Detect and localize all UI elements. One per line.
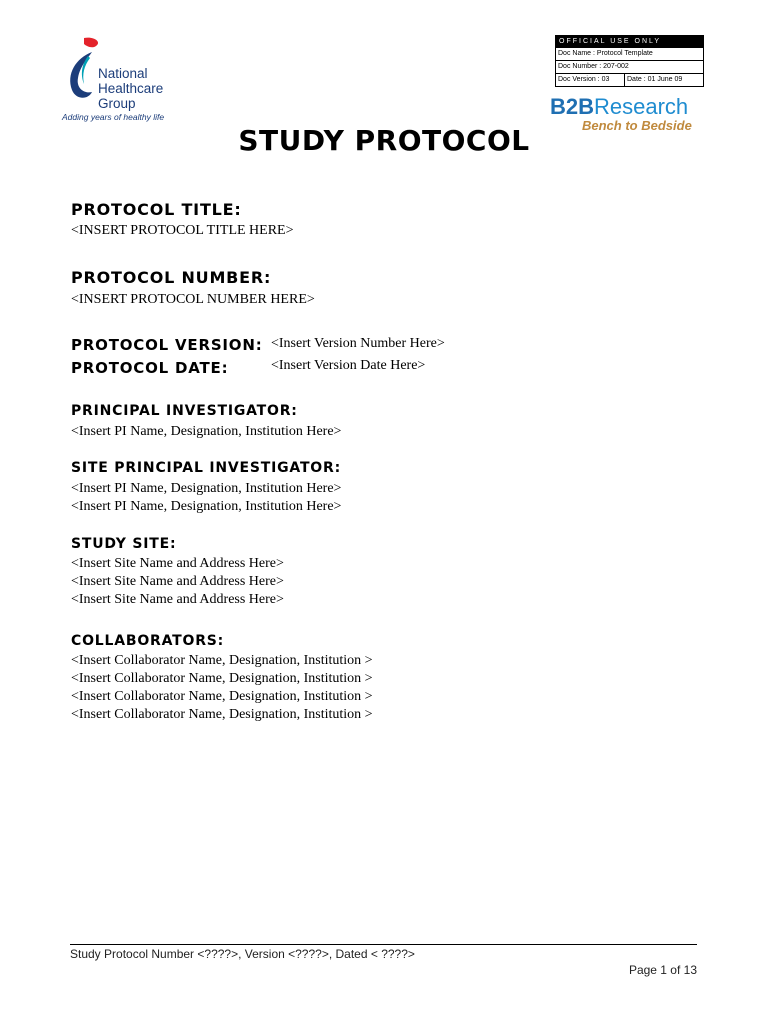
- official-use-header: OFFICIAL USE ONLY: [556, 36, 703, 47]
- study-site-heading: STUDY SITE:: [71, 536, 177, 552]
- study-site-line: <Insert Site Name and Address Here>: [71, 556, 284, 571]
- collaborator-line: <Insert Collaborator Name, Designation, Institution >: [71, 707, 373, 722]
- nhg-name-line: National: [98, 66, 148, 81]
- protocol-title-value: <INSERT PROTOCOL TITLE HERE>: [71, 223, 294, 238]
- page-title: STUDY PROTOCOL: [238, 124, 530, 157]
- collaborator-line: <Insert Collaborator Name, Designation, Institution >: [71, 671, 373, 686]
- nhg-name: [98, 66, 163, 111]
- nhg-name-line: Group: [98, 96, 136, 111]
- protocol-title-heading: PROTOCOL TITLE:: [71, 200, 242, 219]
- collaborator-line: <Insert Collaborator Name, Designation, Institution >: [71, 689, 373, 704]
- site-pi-line: <Insert PI Name, Designation, Institution Here>: [71, 481, 342, 496]
- collaborator-line: <Insert Collaborator Name, Designation, Institution >: [71, 653, 373, 668]
- protocol-version-heading: PROTOCOL VERSION:: [71, 336, 263, 354]
- footer-divider: [70, 944, 697, 945]
- study-site-line: <Insert Site Name and Address Here>: [71, 592, 284, 607]
- footer-text: Study Protocol Number <????>, Version <????>, Dated < ????>: [70, 947, 415, 961]
- doc-number: Doc Number : 207-002: [556, 60, 703, 73]
- study-site-line: <Insert Site Name and Address Here>: [71, 574, 284, 589]
- protocol-number-value: <INSERT PROTOCOL NUMBER HERE>: [71, 292, 315, 307]
- principal-investigator-line: <Insert PI Name, Designation, Institution Here>: [71, 424, 342, 439]
- nhg-logo: [58, 34, 174, 126]
- principal-investigator-heading: PRINCIPAL INVESTIGATOR:: [71, 403, 298, 419]
- b2b-brand-research: Research: [594, 94, 689, 119]
- doc-version-row: [556, 73, 703, 86]
- official-use-box: [555, 35, 704, 87]
- site-pi-heading: SITE PRINCIPAL INVESTIGATOR:: [71, 460, 341, 476]
- page-number: Page 1 of 13: [628, 963, 697, 977]
- protocol-date-heading: PROTOCOL DATE:: [71, 359, 229, 377]
- site-pi-line: <Insert PI Name, Designation, Institution Here>: [71, 499, 342, 514]
- protocol-date-value: <Insert Version Date Here>: [271, 358, 426, 373]
- b2b-brand: B2B: [550, 94, 595, 119]
- doc-date: Date : 01 June 09: [627, 76, 683, 83]
- doc-name: Doc Name : Protocol Template: [556, 47, 703, 60]
- b2b-tagline: Bench to Bedside: [582, 118, 692, 133]
- nhg-tagline: Adding years of healthy life: [62, 112, 165, 122]
- collaborators-heading: COLLABORATORS:: [71, 633, 225, 649]
- protocol-version-value: <Insert Version Number Here>: [271, 336, 445, 351]
- doc-version: Doc Version : 03: [556, 74, 625, 86]
- protocol-number-heading: PROTOCOL NUMBER:: [71, 268, 272, 287]
- nhg-name-line: Healthcare: [98, 81, 164, 96]
